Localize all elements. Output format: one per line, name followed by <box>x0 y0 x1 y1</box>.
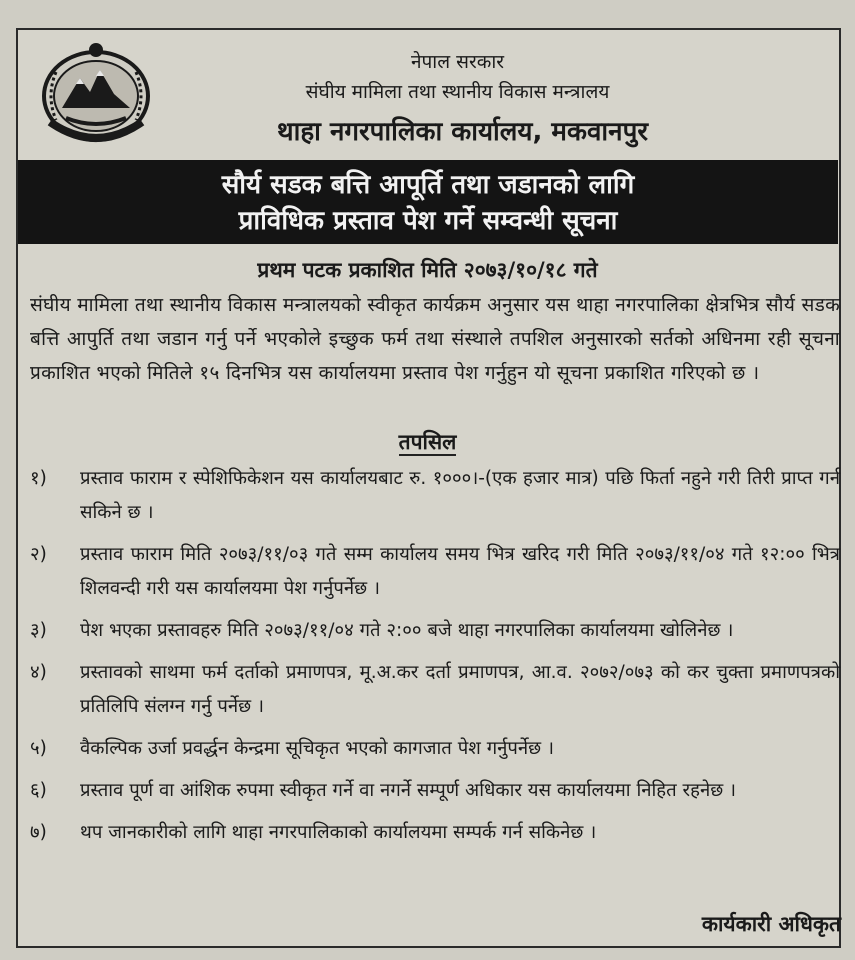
item-number: ५) <box>30 738 47 759</box>
item-number: २) <box>30 544 47 565</box>
item-number: ७) <box>30 822 47 843</box>
item-number: ३) <box>30 620 47 641</box>
item-number: ६) <box>30 780 47 801</box>
item-text: पेश भएका प्रस्तावहरु मिति २०७३/११/०४ गते २:०० बजे थाहा नगरपालिका कार्यालयमा खोलिनेछ । <box>80 620 734 641</box>
details-heading <box>0 428 855 456</box>
banner-line-2: प्राविधिक प्रस्ताव पेश गर्ने सम्वन्धी सूचना <box>238 206 618 236</box>
list-item <box>30 614 840 648</box>
item-text: प्रस्ताव फाराम मिति २०७३/११/०३ गते सम्म कार्यालय समय भित्र खरिद गरी मिति २०७३/११/०४ गते १२:०० भित्र शिलवन्दी गरी यस कार्यालयमा पेश गर्नुपर्नेछ । <box>80 544 840 599</box>
item-text: प्रस्तावको साथमा फर्म दर्ताको प्रमाणपत्र, मू.अ.कर दर्ता प्रमाणपत्र, आ.व. २०७२/०७३ को कर चुक्ता प्रमाणपत्रको प्रतिलिपि संलग्न गर्नु पर्नेछ । <box>80 662 840 717</box>
published-date: प्रथम पटक प्रकाशित मिति २०७३/१०/१८ गते <box>257 258 598 282</box>
office-title: थाहा नगरपालिका कार्यालय, मकवानपुर <box>277 117 648 147</box>
item-text: प्रस्ताव फाराम र स्पेशिफिकेशन यस कार्यालयबाट रु. १०००।-(एक हजार मात्र) पछि फिर्ता नहुने गरी तिरी प्राप्त गर्न सकिने छ । <box>80 468 840 523</box>
ministry-name: संघीय मामिला तथा स्थानीय विकास मन्त्रालय <box>305 81 610 103</box>
list-item <box>30 538 840 606</box>
signatory-title: कार्यकारी अधिकृत <box>701 912 841 936</box>
list-item <box>30 462 840 530</box>
item-number: ४) <box>30 662 47 683</box>
banner-line-1: सौर्य सडक बत्ति आपूर्ति तथा जडानको लागि <box>221 170 635 200</box>
item-number: १) <box>30 468 47 489</box>
list-item <box>30 816 840 850</box>
notice-title-banner <box>18 160 838 244</box>
conditions-list <box>30 462 840 858</box>
list-item <box>30 732 840 766</box>
government-name: नेपाल सरकार <box>410 51 505 73</box>
item-text: थप जानकारीको लागि थाहा नगरपालिकाको कार्यालयमा सम्पर्क गर्न सकिनेछ । <box>80 822 597 843</box>
list-item <box>30 656 840 724</box>
details-heading-text: तपसिल <box>398 430 457 454</box>
intro-paragraph: संघीय मामिला तथा स्थानीय विकास मन्त्रालयको स्वीकृत कार्यक्रम अनुसार यस थाहा नगरपालिका क्षेत्रभित्र सौर्य सडक बत्ति आपुर्ति तथा जडान गर्नु पर्ने भएकोले इच्छुक फर्म तथा संस्थाले तपशिल अनुसारको सर्तको अधिनमा रही सूचना प्रकाशित भएको मितिले १५ दिनभित्र यस कार्यालयमा प्रस्ताव पेश गर्नुहुन यो सूचना प्रकाशित गरिएको छ । <box>30 294 841 384</box>
item-text: वैकल्पिक उर्जा प्रवर्द्धन केन्द्रमा सूचिकृत भएको कागजात पेश गर्नुपर्नेछ । <box>80 738 555 759</box>
list-item <box>30 774 840 808</box>
item-text: प्रस्ताव पूर्ण वा आंशिक रुपमा स्वीकृत गर्ने वा नगर्ने सम्पूर्ण अधिकार यस कार्यालयमा निहित रहनेछ । <box>80 780 737 801</box>
